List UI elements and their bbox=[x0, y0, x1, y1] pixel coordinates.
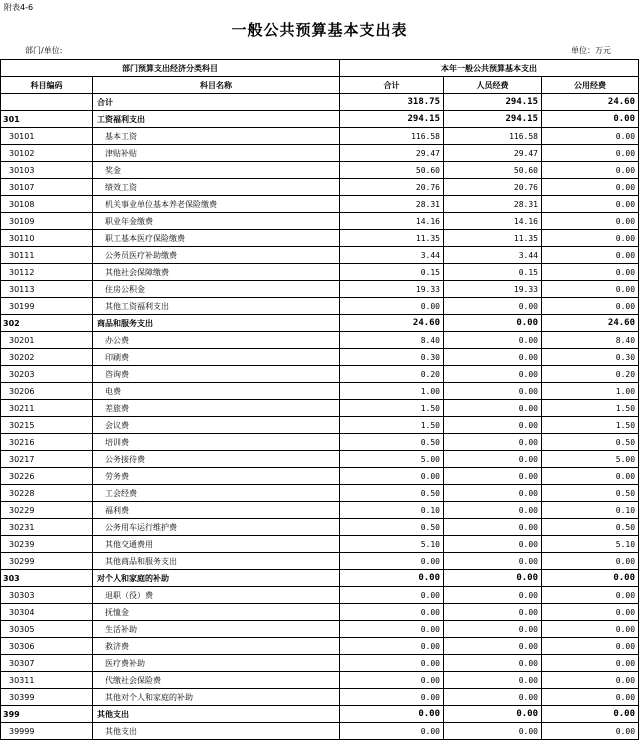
row-total: 294.15 bbox=[340, 111, 444, 128]
row-public: 0.50 bbox=[542, 485, 639, 502]
row-total: 0.00 bbox=[340, 706, 444, 723]
row-total: 0.00 bbox=[340, 723, 444, 740]
row-code: 399 bbox=[1, 706, 93, 723]
row-personnel: 0.00 bbox=[444, 638, 542, 655]
row-code: 39999 bbox=[1, 723, 93, 740]
row-public: 0.00 bbox=[542, 706, 639, 723]
table-row bbox=[1, 468, 639, 485]
table-row bbox=[1, 485, 639, 502]
row-code: 30111 bbox=[1, 247, 93, 264]
header-group-row bbox=[1, 60, 639, 77]
row-personnel: 0.00 bbox=[444, 451, 542, 468]
row-public: 0.30 bbox=[542, 349, 639, 366]
row-total: 0.00 bbox=[340, 604, 444, 621]
table-row bbox=[1, 655, 639, 672]
table-row bbox=[1, 264, 639, 281]
row-total: 3.44 bbox=[340, 247, 444, 264]
row-total: 20.76 bbox=[340, 179, 444, 196]
table-row bbox=[1, 179, 639, 196]
row-public: 0.00 bbox=[542, 570, 639, 587]
row-personnel: 0.00 bbox=[444, 366, 542, 383]
table-row bbox=[1, 145, 639, 162]
page-title: 一般公共预算基本支出表 bbox=[231, 21, 408, 39]
row-name: 咨询费 bbox=[93, 366, 340, 383]
row-personnel: 0.00 bbox=[444, 604, 542, 621]
row-public: 8.40 bbox=[542, 332, 639, 349]
row-total: 24.60 bbox=[340, 315, 444, 332]
table-row bbox=[1, 638, 639, 655]
row-personnel: 0.00 bbox=[444, 672, 542, 689]
table-row bbox=[1, 400, 639, 417]
row-code: 30206 bbox=[1, 383, 93, 400]
total-personnel: 294.15 bbox=[444, 94, 542, 111]
row-public: 0.00 bbox=[542, 655, 639, 672]
row-name: 其他社会保障缴费 bbox=[93, 264, 340, 281]
row-personnel: 0.00 bbox=[444, 706, 542, 723]
row-name: 绩效工资 bbox=[93, 179, 340, 196]
row-total: 0.00 bbox=[340, 638, 444, 655]
row-public: 0.00 bbox=[542, 672, 639, 689]
row-personnel: 0.00 bbox=[444, 689, 542, 706]
row-code: 30307 bbox=[1, 655, 93, 672]
row-public: 0.00 bbox=[542, 468, 639, 485]
row-name: 其他商品和服务支出 bbox=[93, 553, 340, 570]
table-row bbox=[1, 519, 639, 536]
row-public: 0.10 bbox=[542, 502, 639, 519]
header-total: 合计 bbox=[340, 77, 444, 94]
row-total: 0.00 bbox=[340, 689, 444, 706]
row-code: 30107 bbox=[1, 179, 93, 196]
table-row bbox=[1, 162, 639, 179]
row-total: 5.00 bbox=[340, 451, 444, 468]
row-total: 0.00 bbox=[340, 587, 444, 604]
row-total: 50.60 bbox=[340, 162, 444, 179]
row-personnel: 19.33 bbox=[444, 281, 542, 298]
header-group-left: 部门预算支出经济分类科目 bbox=[1, 60, 340, 77]
row-public: 24.60 bbox=[542, 315, 639, 332]
row-total: 1.50 bbox=[340, 400, 444, 417]
table-row bbox=[1, 689, 639, 706]
row-personnel: 0.00 bbox=[444, 519, 542, 536]
row-public: 0.20 bbox=[542, 366, 639, 383]
row-name: 职工基本医疗保险缴费 bbox=[93, 230, 340, 247]
row-public: 1.00 bbox=[542, 383, 639, 400]
header-personnel: 人员经费 bbox=[444, 77, 542, 94]
table-row bbox=[1, 128, 639, 145]
row-total: 0.50 bbox=[340, 485, 444, 502]
row-personnel: 0.00 bbox=[444, 298, 542, 315]
table-row bbox=[1, 536, 639, 553]
row-personnel: 0.00 bbox=[444, 400, 542, 417]
row-name: 其他支出 bbox=[93, 706, 340, 723]
row-code: 30217 bbox=[1, 451, 93, 468]
row-public: 0.00 bbox=[542, 179, 639, 196]
row-code: 30112 bbox=[1, 264, 93, 281]
total-total: 318.75 bbox=[340, 94, 444, 111]
appendix-label: 附表4-6 bbox=[4, 3, 34, 12]
row-personnel: 0.00 bbox=[444, 536, 542, 553]
header-columns-row bbox=[1, 77, 639, 94]
row-code: 30216 bbox=[1, 434, 93, 451]
row-total: 19.33 bbox=[340, 281, 444, 298]
header-code: 科目编码 bbox=[1, 77, 93, 94]
row-code: 30229 bbox=[1, 502, 93, 519]
row-personnel: 0.00 bbox=[444, 553, 542, 570]
row-name: 医疗费补助 bbox=[93, 655, 340, 672]
row-name: 住房公积金 bbox=[93, 281, 340, 298]
table-row bbox=[1, 111, 639, 128]
row-name: 印刷费 bbox=[93, 349, 340, 366]
row-personnel: 3.44 bbox=[444, 247, 542, 264]
row-code: 303 bbox=[1, 570, 93, 587]
table-row bbox=[1, 570, 639, 587]
row-name: 培训费 bbox=[93, 434, 340, 451]
unit-label: 单位：万元 bbox=[571, 46, 611, 55]
row-code: 30113 bbox=[1, 281, 93, 298]
row-total: 0.00 bbox=[340, 655, 444, 672]
row-public: 1.50 bbox=[542, 417, 639, 434]
row-name: 公务用车运行维护费 bbox=[93, 519, 340, 536]
row-public: 0.00 bbox=[542, 230, 639, 247]
row-public: 0.00 bbox=[542, 111, 639, 128]
row-name: 奖金 bbox=[93, 162, 340, 179]
row-name: 会议费 bbox=[93, 417, 340, 434]
row-personnel: 0.00 bbox=[444, 723, 542, 740]
row-code: 30203 bbox=[1, 366, 93, 383]
row-total: 0.00 bbox=[340, 298, 444, 315]
row-code: 30239 bbox=[1, 536, 93, 553]
table-row bbox=[1, 315, 639, 332]
row-personnel: 14.16 bbox=[444, 213, 542, 230]
table-row bbox=[1, 383, 639, 400]
row-total: 0.00 bbox=[340, 468, 444, 485]
row-total: 8.40 bbox=[340, 332, 444, 349]
row-name: 商品和服务支出 bbox=[93, 315, 340, 332]
row-name: 福利费 bbox=[93, 502, 340, 519]
row-code: 30306 bbox=[1, 638, 93, 655]
row-name: 其他支出 bbox=[93, 723, 340, 740]
table-row bbox=[1, 332, 639, 349]
row-name: 职业年金缴费 bbox=[93, 213, 340, 230]
row-total: 0.00 bbox=[340, 570, 444, 587]
table-row bbox=[1, 298, 639, 315]
row-name: 公务员医疗补助缴费 bbox=[93, 247, 340, 264]
total-code bbox=[1, 94, 93, 111]
row-name: 对个人和家庭的补助 bbox=[93, 570, 340, 587]
row-total: 1.50 bbox=[340, 417, 444, 434]
row-personnel: 0.00 bbox=[444, 417, 542, 434]
row-public: 0.00 bbox=[542, 689, 639, 706]
table-row bbox=[1, 213, 639, 230]
row-personnel: 0.00 bbox=[444, 468, 542, 485]
row-total: 0.50 bbox=[340, 434, 444, 451]
row-total: 11.35 bbox=[340, 230, 444, 247]
table-row bbox=[1, 553, 639, 570]
table-row bbox=[1, 723, 639, 740]
row-personnel: 0.00 bbox=[444, 315, 542, 332]
row-name: 办公费 bbox=[93, 332, 340, 349]
row-total: 0.20 bbox=[340, 366, 444, 383]
row-personnel: 0.00 bbox=[444, 587, 542, 604]
row-name: 生活补助 bbox=[93, 621, 340, 638]
row-name: 差旅费 bbox=[93, 400, 340, 417]
row-name: 其他工资福利支出 bbox=[93, 298, 340, 315]
row-name: 工会经费 bbox=[93, 485, 340, 502]
row-public: 0.00 bbox=[542, 264, 639, 281]
row-name: 津贴补贴 bbox=[93, 145, 340, 162]
row-public: 0.00 bbox=[542, 281, 639, 298]
table-row bbox=[1, 604, 639, 621]
row-total: 5.10 bbox=[340, 536, 444, 553]
row-total: 0.00 bbox=[340, 553, 444, 570]
row-personnel: 0.00 bbox=[444, 434, 542, 451]
row-code: 30101 bbox=[1, 128, 93, 145]
table-row bbox=[1, 502, 639, 519]
row-public: 0.00 bbox=[542, 145, 639, 162]
total-name: 合计 bbox=[93, 94, 340, 111]
table-row bbox=[1, 587, 639, 604]
row-code: 30399 bbox=[1, 689, 93, 706]
row-code: 30211 bbox=[1, 400, 93, 417]
row-name: 基本工资 bbox=[93, 128, 340, 145]
table-row bbox=[1, 621, 639, 638]
row-code: 30110 bbox=[1, 230, 93, 247]
row-public: 0.50 bbox=[542, 434, 639, 451]
row-public: 0.00 bbox=[542, 621, 639, 638]
row-code: 30228 bbox=[1, 485, 93, 502]
row-public: 0.00 bbox=[542, 298, 639, 315]
row-name: 机关事业单位基本养老保险缴费 bbox=[93, 196, 340, 213]
row-personnel: 116.58 bbox=[444, 128, 542, 145]
row-total: 0.15 bbox=[340, 264, 444, 281]
row-public: 0.00 bbox=[542, 213, 639, 230]
total-public: 24.60 bbox=[542, 94, 639, 111]
row-code: 30103 bbox=[1, 162, 93, 179]
row-personnel: 11.35 bbox=[444, 230, 542, 247]
row-personnel: 50.60 bbox=[444, 162, 542, 179]
row-code: 30231 bbox=[1, 519, 93, 536]
row-personnel: 0.00 bbox=[444, 383, 542, 400]
row-code: 30202 bbox=[1, 349, 93, 366]
row-public: 0.00 bbox=[542, 128, 639, 145]
table-row bbox=[1, 247, 639, 264]
row-code: 302 bbox=[1, 315, 93, 332]
row-public: 0.00 bbox=[542, 196, 639, 213]
row-personnel: 28.31 bbox=[444, 196, 542, 213]
row-code: 30304 bbox=[1, 604, 93, 621]
table-row bbox=[1, 672, 639, 689]
table-row bbox=[1, 434, 639, 451]
row-public: 0.00 bbox=[542, 247, 639, 264]
header-name: 科目名称 bbox=[93, 77, 340, 94]
row-personnel: 0.00 bbox=[444, 349, 542, 366]
row-name: 其他对个人和家庭的补助 bbox=[93, 689, 340, 706]
row-personnel: 0.00 bbox=[444, 621, 542, 638]
table-row bbox=[1, 230, 639, 247]
row-personnel: 0.00 bbox=[444, 570, 542, 587]
row-code: 30102 bbox=[1, 145, 93, 162]
row-total: 0.50 bbox=[340, 519, 444, 536]
table-row bbox=[1, 417, 639, 434]
row-name: 退职（役）费 bbox=[93, 587, 340, 604]
row-name: 工资福利支出 bbox=[93, 111, 340, 128]
row-code: 30226 bbox=[1, 468, 93, 485]
row-public: 0.00 bbox=[542, 162, 639, 179]
row-total: 0.30 bbox=[340, 349, 444, 366]
row-name: 公务接待费 bbox=[93, 451, 340, 468]
department-label: 部门/单位: bbox=[25, 46, 63, 55]
header-public: 公用经费 bbox=[542, 77, 639, 94]
table-row bbox=[1, 281, 639, 298]
row-code: 30311 bbox=[1, 672, 93, 689]
row-public: 1.50 bbox=[542, 400, 639, 417]
row-code: 30215 bbox=[1, 417, 93, 434]
expenditure-table bbox=[0, 59, 639, 740]
row-public: 0.00 bbox=[542, 604, 639, 621]
row-public: 0.00 bbox=[542, 587, 639, 604]
table-row bbox=[1, 196, 639, 213]
row-code: 30108 bbox=[1, 196, 93, 213]
row-name: 救济费 bbox=[93, 638, 340, 655]
row-name: 代缴社会保险费 bbox=[93, 672, 340, 689]
row-personnel: 0.00 bbox=[444, 485, 542, 502]
row-code: 30201 bbox=[1, 332, 93, 349]
total-row bbox=[1, 94, 639, 111]
row-personnel: 29.47 bbox=[444, 145, 542, 162]
row-code: 30303 bbox=[1, 587, 93, 604]
row-total: 28.31 bbox=[340, 196, 444, 213]
row-public: 0.50 bbox=[542, 519, 639, 536]
row-total: 14.16 bbox=[340, 213, 444, 230]
row-code: 30199 bbox=[1, 298, 93, 315]
row-code: 30299 bbox=[1, 553, 93, 570]
row-name: 电费 bbox=[93, 383, 340, 400]
row-name: 其他交通费用 bbox=[93, 536, 340, 553]
row-personnel: 0.00 bbox=[444, 502, 542, 519]
row-personnel: 294.15 bbox=[444, 111, 542, 128]
row-code: 30305 bbox=[1, 621, 93, 638]
row-personnel: 0.00 bbox=[444, 655, 542, 672]
table-row bbox=[1, 349, 639, 366]
row-total: 116.58 bbox=[340, 128, 444, 145]
row-public: 5.00 bbox=[542, 451, 639, 468]
header-group-right: 本年一般公共预算基本支出 bbox=[340, 60, 639, 77]
row-personnel: 20.76 bbox=[444, 179, 542, 196]
row-code: 30109 bbox=[1, 213, 93, 230]
row-total: 29.47 bbox=[340, 145, 444, 162]
row-public: 0.00 bbox=[542, 723, 639, 740]
table-row bbox=[1, 706, 639, 723]
row-total: 0.00 bbox=[340, 672, 444, 689]
row-personnel: 0.15 bbox=[444, 264, 542, 281]
row-total: 0.00 bbox=[340, 621, 444, 638]
row-public: 5.10 bbox=[542, 536, 639, 553]
table-row bbox=[1, 451, 639, 468]
row-public: 0.00 bbox=[542, 553, 639, 570]
table-row bbox=[1, 366, 639, 383]
row-code: 301 bbox=[1, 111, 93, 128]
row-name: 抚恤金 bbox=[93, 604, 340, 621]
row-total: 0.10 bbox=[340, 502, 444, 519]
row-total: 1.00 bbox=[340, 383, 444, 400]
row-public: 0.00 bbox=[542, 638, 639, 655]
row-personnel: 0.00 bbox=[444, 332, 542, 349]
row-name: 劳务费 bbox=[93, 468, 340, 485]
